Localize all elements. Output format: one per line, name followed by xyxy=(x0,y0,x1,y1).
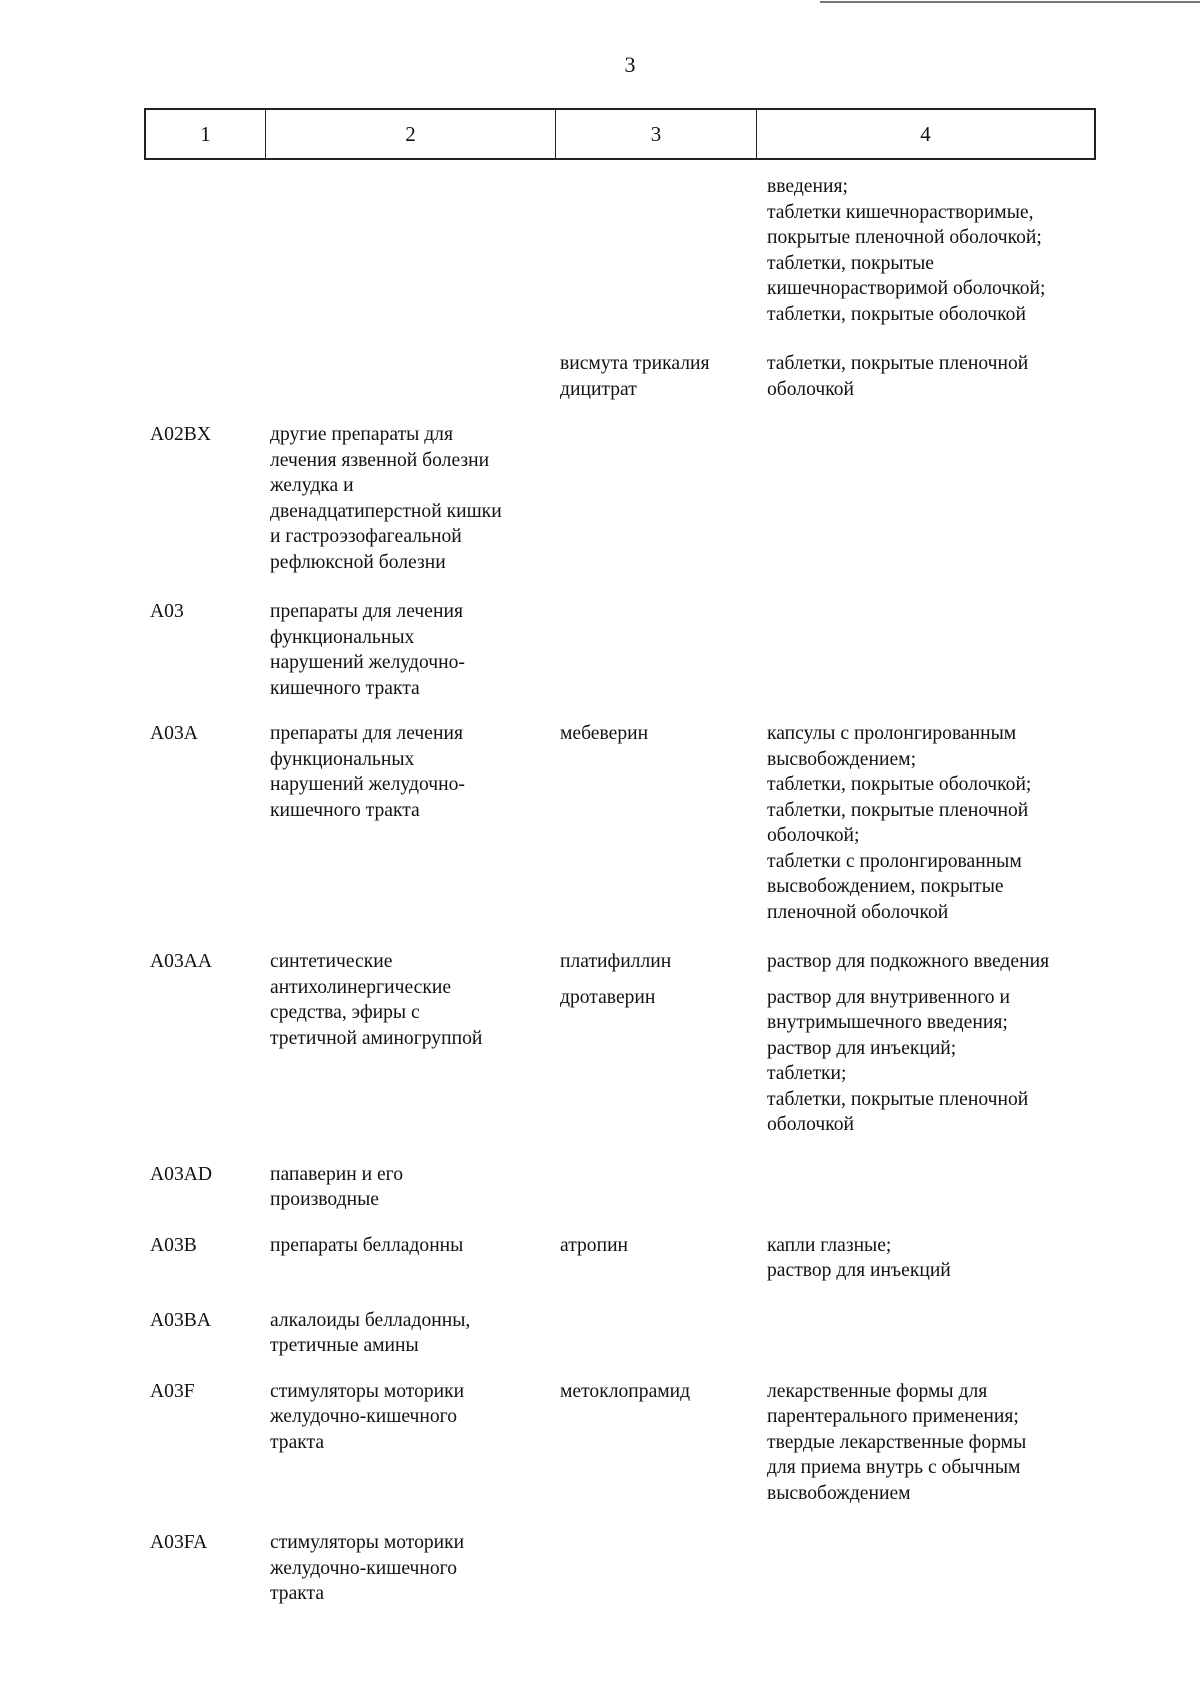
atc-code: A03AD xyxy=(150,1163,213,1185)
atc-code: A03F xyxy=(150,1380,195,1402)
atc-group: препараты для лечения функциональных нарушений желудочно- кишечного тракта xyxy=(270,601,465,699)
atc-group: папаверин и его производные xyxy=(270,1163,404,1210)
substance-entry xyxy=(554,1233,1096,1284)
page-number: 3 xyxy=(624,52,636,77)
substance-entry xyxy=(554,1379,1096,1507)
dosage-forms: капли глазные; раствор для инъекций xyxy=(767,1234,951,1281)
dosage-forms: раствор для подкожного введения xyxy=(767,951,1050,972)
substances-block xyxy=(554,1379,1096,1507)
substance-name: атропин xyxy=(560,1234,629,1256)
header-col-4: 4 xyxy=(920,121,931,146)
atc-code: A03B xyxy=(150,1234,197,1256)
table-row xyxy=(144,422,1096,575)
substance-entry xyxy=(554,174,1096,327)
substances-block xyxy=(554,721,1096,925)
table-row xyxy=(144,949,1096,1138)
atc-group: другие препараты для лечения язвенной болезни желудка и двенадцатиперстной кишки и гастроэзофагеальной рефлюксной болезни xyxy=(270,424,502,573)
table-row xyxy=(144,1379,1096,1507)
header-col-1: 1 xyxy=(146,110,266,158)
table-body xyxy=(144,174,1096,1607)
atc-group: препараты белладонны xyxy=(270,1234,464,1256)
atc-group: стимуляторы моторики желудочно-кишечного тракта xyxy=(270,1532,465,1604)
substance-name: висмута трикалия дицитрат xyxy=(560,353,710,400)
table-row xyxy=(144,1162,1096,1213)
table-row xyxy=(144,721,1096,925)
atc-code: A02BX xyxy=(150,424,211,445)
table-row xyxy=(144,174,1096,402)
dosage-forms: таблетки, покрытые пленочной оболочкой xyxy=(767,353,1029,400)
substance-name xyxy=(554,174,761,327)
substances-block xyxy=(554,422,1096,575)
dosage-forms: капсулы с пролонгированным высвобождением; таблетки, покрытые оболочкой; таблетки, покрытые пленочной оболочкой; таблетки с пролонгированным высвобождением, покрытые пленочной оболочкой xyxy=(767,723,1032,923)
atc-group: стимуляторы моторики желудочно-кишечного тракта xyxy=(270,1380,465,1453)
substance-entry xyxy=(554,949,1096,975)
table-header xyxy=(144,108,1096,160)
dosage-forms: раствор для внутривенного и внутримышечного введения; раствор для инъекций; таблетки; таблетки, покрытые пленочной оболочкой xyxy=(767,986,1029,1135)
substances-block xyxy=(554,1233,1096,1284)
substance-entry xyxy=(554,351,1096,402)
dosage-forms: лекарственные формы для парентерального применения; твердые лекарственные формы для приема внутрь с обычным высвобождением xyxy=(767,1380,1027,1504)
atc-code: A03 xyxy=(150,601,184,622)
substances-block xyxy=(554,1162,1096,1213)
substance-name: дротаверин xyxy=(560,986,656,1008)
atc-group: препараты для лечения функциональных нарушений желудочно- кишечного тракта xyxy=(270,723,465,821)
table-row xyxy=(144,1530,1096,1607)
substance-entry xyxy=(554,721,1096,925)
header-col-2: 2 xyxy=(266,110,556,158)
dosage-forms: введения; таблетки кишечнорастворимые, покрытые пленочной оболочкой; таблетки, покрытые кишечнорастворимой оболочкой; таблетки, покрытые оболочкой xyxy=(767,176,1046,325)
atc-code xyxy=(144,174,264,402)
substance-name: метоклопрамид xyxy=(560,1380,691,1402)
atc-code: A03A xyxy=(150,723,198,744)
atc-code: A03FA xyxy=(150,1532,208,1553)
table-row xyxy=(144,599,1096,701)
atc-code: A03AA xyxy=(150,951,213,972)
atc-group: алкалоиды белладонны, третичные амины xyxy=(270,1309,471,1356)
substances-block xyxy=(554,1308,1096,1359)
substance-name: платифиллин xyxy=(560,951,672,972)
header-col-3: 3 xyxy=(556,110,757,158)
atc-group: синтетические антихолинергические средства, эфиры с третичной аминогруппой xyxy=(270,951,483,1049)
substances-block xyxy=(554,599,1096,701)
table-row xyxy=(144,1308,1096,1359)
substance-entry xyxy=(554,985,1096,1138)
atc-group xyxy=(264,174,554,402)
atc-code: A03BA xyxy=(150,1309,211,1331)
substances-block xyxy=(554,1530,1096,1607)
substance-name: мебеверин xyxy=(560,723,649,744)
table-row xyxy=(144,1233,1096,1284)
substances-block xyxy=(554,174,1096,402)
top-rule xyxy=(820,1,1200,3)
substances-block xyxy=(554,949,1096,1138)
